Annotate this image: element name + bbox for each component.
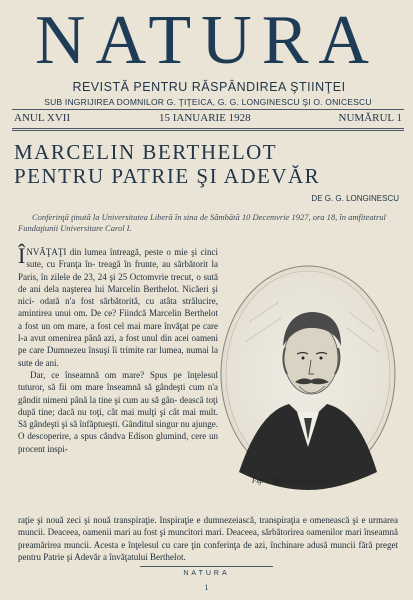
issue-number: NUMĂRUL 1 xyxy=(338,112,402,124)
article-title xyxy=(14,140,404,188)
journal-masthead: NATURA xyxy=(35,2,379,79)
volume-year: ANUL XVII xyxy=(14,112,71,124)
figure-caption: Fig. 1. Marcelin Berthelot xyxy=(252,477,326,485)
footer-journal-name: NATURA xyxy=(183,570,230,577)
article-title-line-1: MARCELIN BERTHELOT xyxy=(14,140,278,164)
page-number: 1 xyxy=(204,583,209,592)
header-rule-top xyxy=(12,109,404,110)
berthelot-portrait-image xyxy=(219,262,397,498)
editors-line: SUB INGRIJIREA DOMNILOR G. ŢIŢEICA, G. G. LONGINESCU ŞI O. ONICESCU xyxy=(44,97,372,107)
paragraph-2: Dar, ce înseamnă om mare? Spus pe înţelesul tuturor, să fii om mare înseamnă să gândeşti cum n'a gândit nimeni până la tine şi cum au să gân- dească toţi după tine; dacă nu toţi, cât mai mulţi şi cât mai mult. Să gândeşti şi să înfăptueşti. Gânditul singur nu ajunge. O descoperire, a spus cândva Edison glumind, cere un procent inspi- xyxy=(18,369,218,454)
footer-rule xyxy=(140,566,273,567)
drop-cap: Î xyxy=(18,243,26,268)
article-intro: Conferinţă ţinută la Universitatea Liberă în sina de Sâmbătă 10 Decemvrie 1927, ora 18, în amfiteatrul Fundaţiunii Universitare Carol I. xyxy=(18,212,386,233)
article-title-line-2: PENTRU PATRIE ŞI ADEVĂR xyxy=(14,164,321,188)
paragraph-1 xyxy=(18,243,218,369)
paragraph-1-text: NVĂŢAŢI din lumea întreagă, peste o mie şi cinci sute, cu Franţa în- treagă în frunte, au sărbătorit la Paris, în zilele de 23, 24 şi 25 Octomvrie trecut, o sută de ani dela naşterea lui Marcelin Berthelot. Nicăeri şi nici- odată n'a fost sărbătorită, cu atâta strălucire, amintirea unui om. De ce? Fiindcă Marcelin Berthelot a fost un om mare, a fost cel mai mare învăţat pe care l-a avut omenirea până azi, a fost unul din acei oameni pe care Dumnezeu însuşi îi trimite rar lumea, numai la sute de ani. xyxy=(18,247,218,368)
journal-subtitle: REVISTĂ PENTRU RĂSPÂNDIREA ŞTIINŢEI xyxy=(72,80,346,94)
issue-date: 15 IANUARIE 1928 xyxy=(159,112,251,124)
article-column-left xyxy=(18,243,218,455)
article-byline: DE G. G. LONGINESCU xyxy=(311,194,399,203)
header-rule-bottom xyxy=(12,128,404,131)
article-continuation: raţie şi nouă zeci şi nouă transpiraţie. Inspiraţie e dumnezeiască, transpiraţia e omenească şi e urmarea muncii. Deaceea, oamenii mari au fost şi muncitori mari. Deaceea, sărbătorirea oamenilor mari înseamnă preamărirea muncii. Acesta e înţelesul cu care ţin conferinţa de azi, închinare adusă muncii fără preget pentru Patrie şi Adevăr a învăţatului Berthelot. xyxy=(18,515,398,562)
